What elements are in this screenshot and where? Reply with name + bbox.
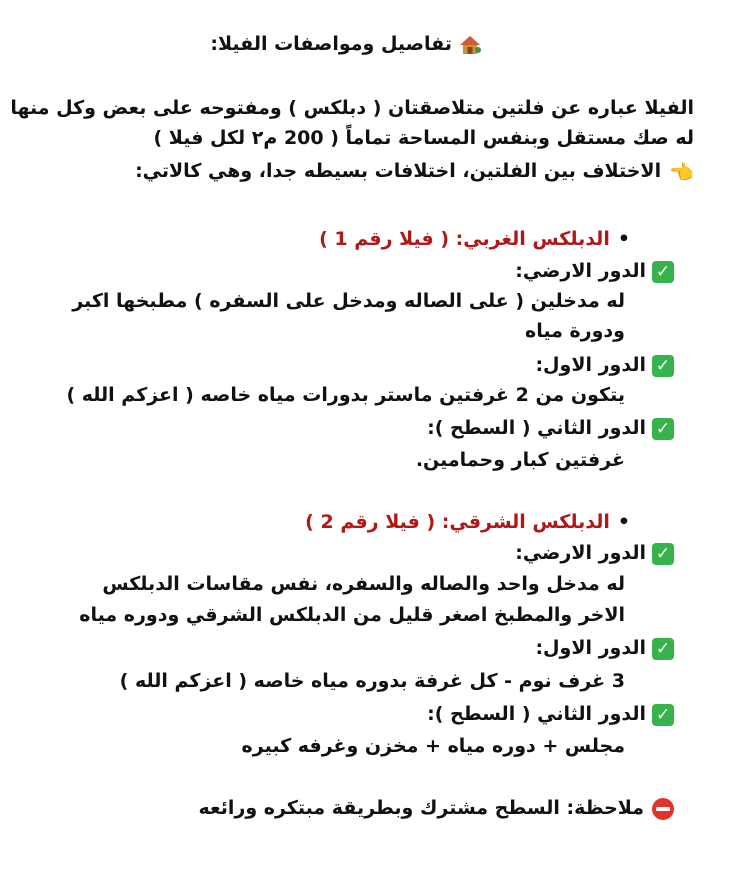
west-floor-ground-title: ✓الدور الارضي:: [515, 257, 674, 285]
page-title: تفاصيل ومواصفات الفيلا:: [210, 33, 452, 55]
check-mark-button-icon: ✓: [652, 638, 674, 660]
east-heading-text: الدبلكس الشرقي: ( فيلا رقم 2 ): [305, 511, 610, 533]
title-line: [210, 30, 482, 58]
east-floor-ground-line-1: له مدخل واحد والصاله والسفره، نفس مقاسات الدبلكس: [102, 573, 625, 595]
note-text: ملاحظة: السطح مشترك وبطريقة مبتكره ورائعه: [198, 797, 644, 819]
bullet-icon: •: [617, 228, 630, 250]
no-entry-icon: [652, 798, 674, 820]
west-heading: [319, 225, 630, 253]
east-floor-second-title: ✓الدور الثاني ( السطح ):: [427, 700, 674, 728]
intro-line-2: له صك مستقل وبنفس المساحة تماماً ( 200 م٢ لكل فيلا ): [153, 127, 694, 149]
intro-line-1: الفيلا عباره عن فلتين متلاصقتان ( دبلكس ) ومفتوحه على بعض وكل منها: [10, 97, 694, 119]
check-mark-button-icon: ✓: [652, 704, 674, 726]
west-heading-text: الدبلكس الغربي: ( فيلا رقم 1 ): [319, 228, 610, 250]
check-mark-button-icon: ✓: [652, 543, 674, 565]
house-with-garden-icon: [458, 33, 482, 57]
bullet-icon: •: [617, 511, 630, 533]
west-floor-ground-line-1: له مدخلين ( على الصاله ومدخل على السفره ) مطبخها اكبر: [72, 290, 625, 312]
east-floor-first-title: ✓الدور الاول:: [535, 634, 674, 662]
west-floor-first-title: ✓الدور الاول:: [535, 351, 674, 379]
check-mark-button-icon: ✓: [652, 418, 674, 440]
difference-line: [135, 157, 694, 186]
east-floor-first-line-1: 3 غرف نوم - كل غرفة بدوره مياه خاصه ( اعزكم الله ): [119, 670, 625, 692]
west-floor-ground-line-2: ودورة مياه: [524, 320, 625, 342]
east-floor-second-line-1: مجلس + دوره مياه + مخزن وغرفه كبيره: [241, 735, 625, 757]
east-heading: [305, 508, 630, 536]
west-floor-second-title: ✓الدور الثاني ( السطح ):: [427, 414, 674, 442]
east-floor-ground-title: ✓الدور الارضي:: [515, 539, 674, 567]
check-mark-button-icon: ✓: [652, 261, 674, 283]
difference-text: الاختلاف بين الفلتين، اختلافات بسيطه جدا، وهي كالاتي:: [135, 160, 662, 182]
note-line: [199, 794, 674, 822]
check-mark-button-icon: ✓: [652, 355, 674, 377]
west-floor-first-line-1: يتكون من 2 غرفتين ماستر بدورات مياه خاصه ( اعزكم الله ): [66, 384, 625, 406]
west-floor-second-line-1: غرفتين كبار وحمامين.: [415, 449, 625, 471]
backhand-pointing-left-icon: 👈: [669, 159, 694, 184]
east-floor-ground-line-2: الاخر والمطبخ اصغر قليل من الدبلكس الشرقي ودوره مياه: [79, 604, 625, 626]
